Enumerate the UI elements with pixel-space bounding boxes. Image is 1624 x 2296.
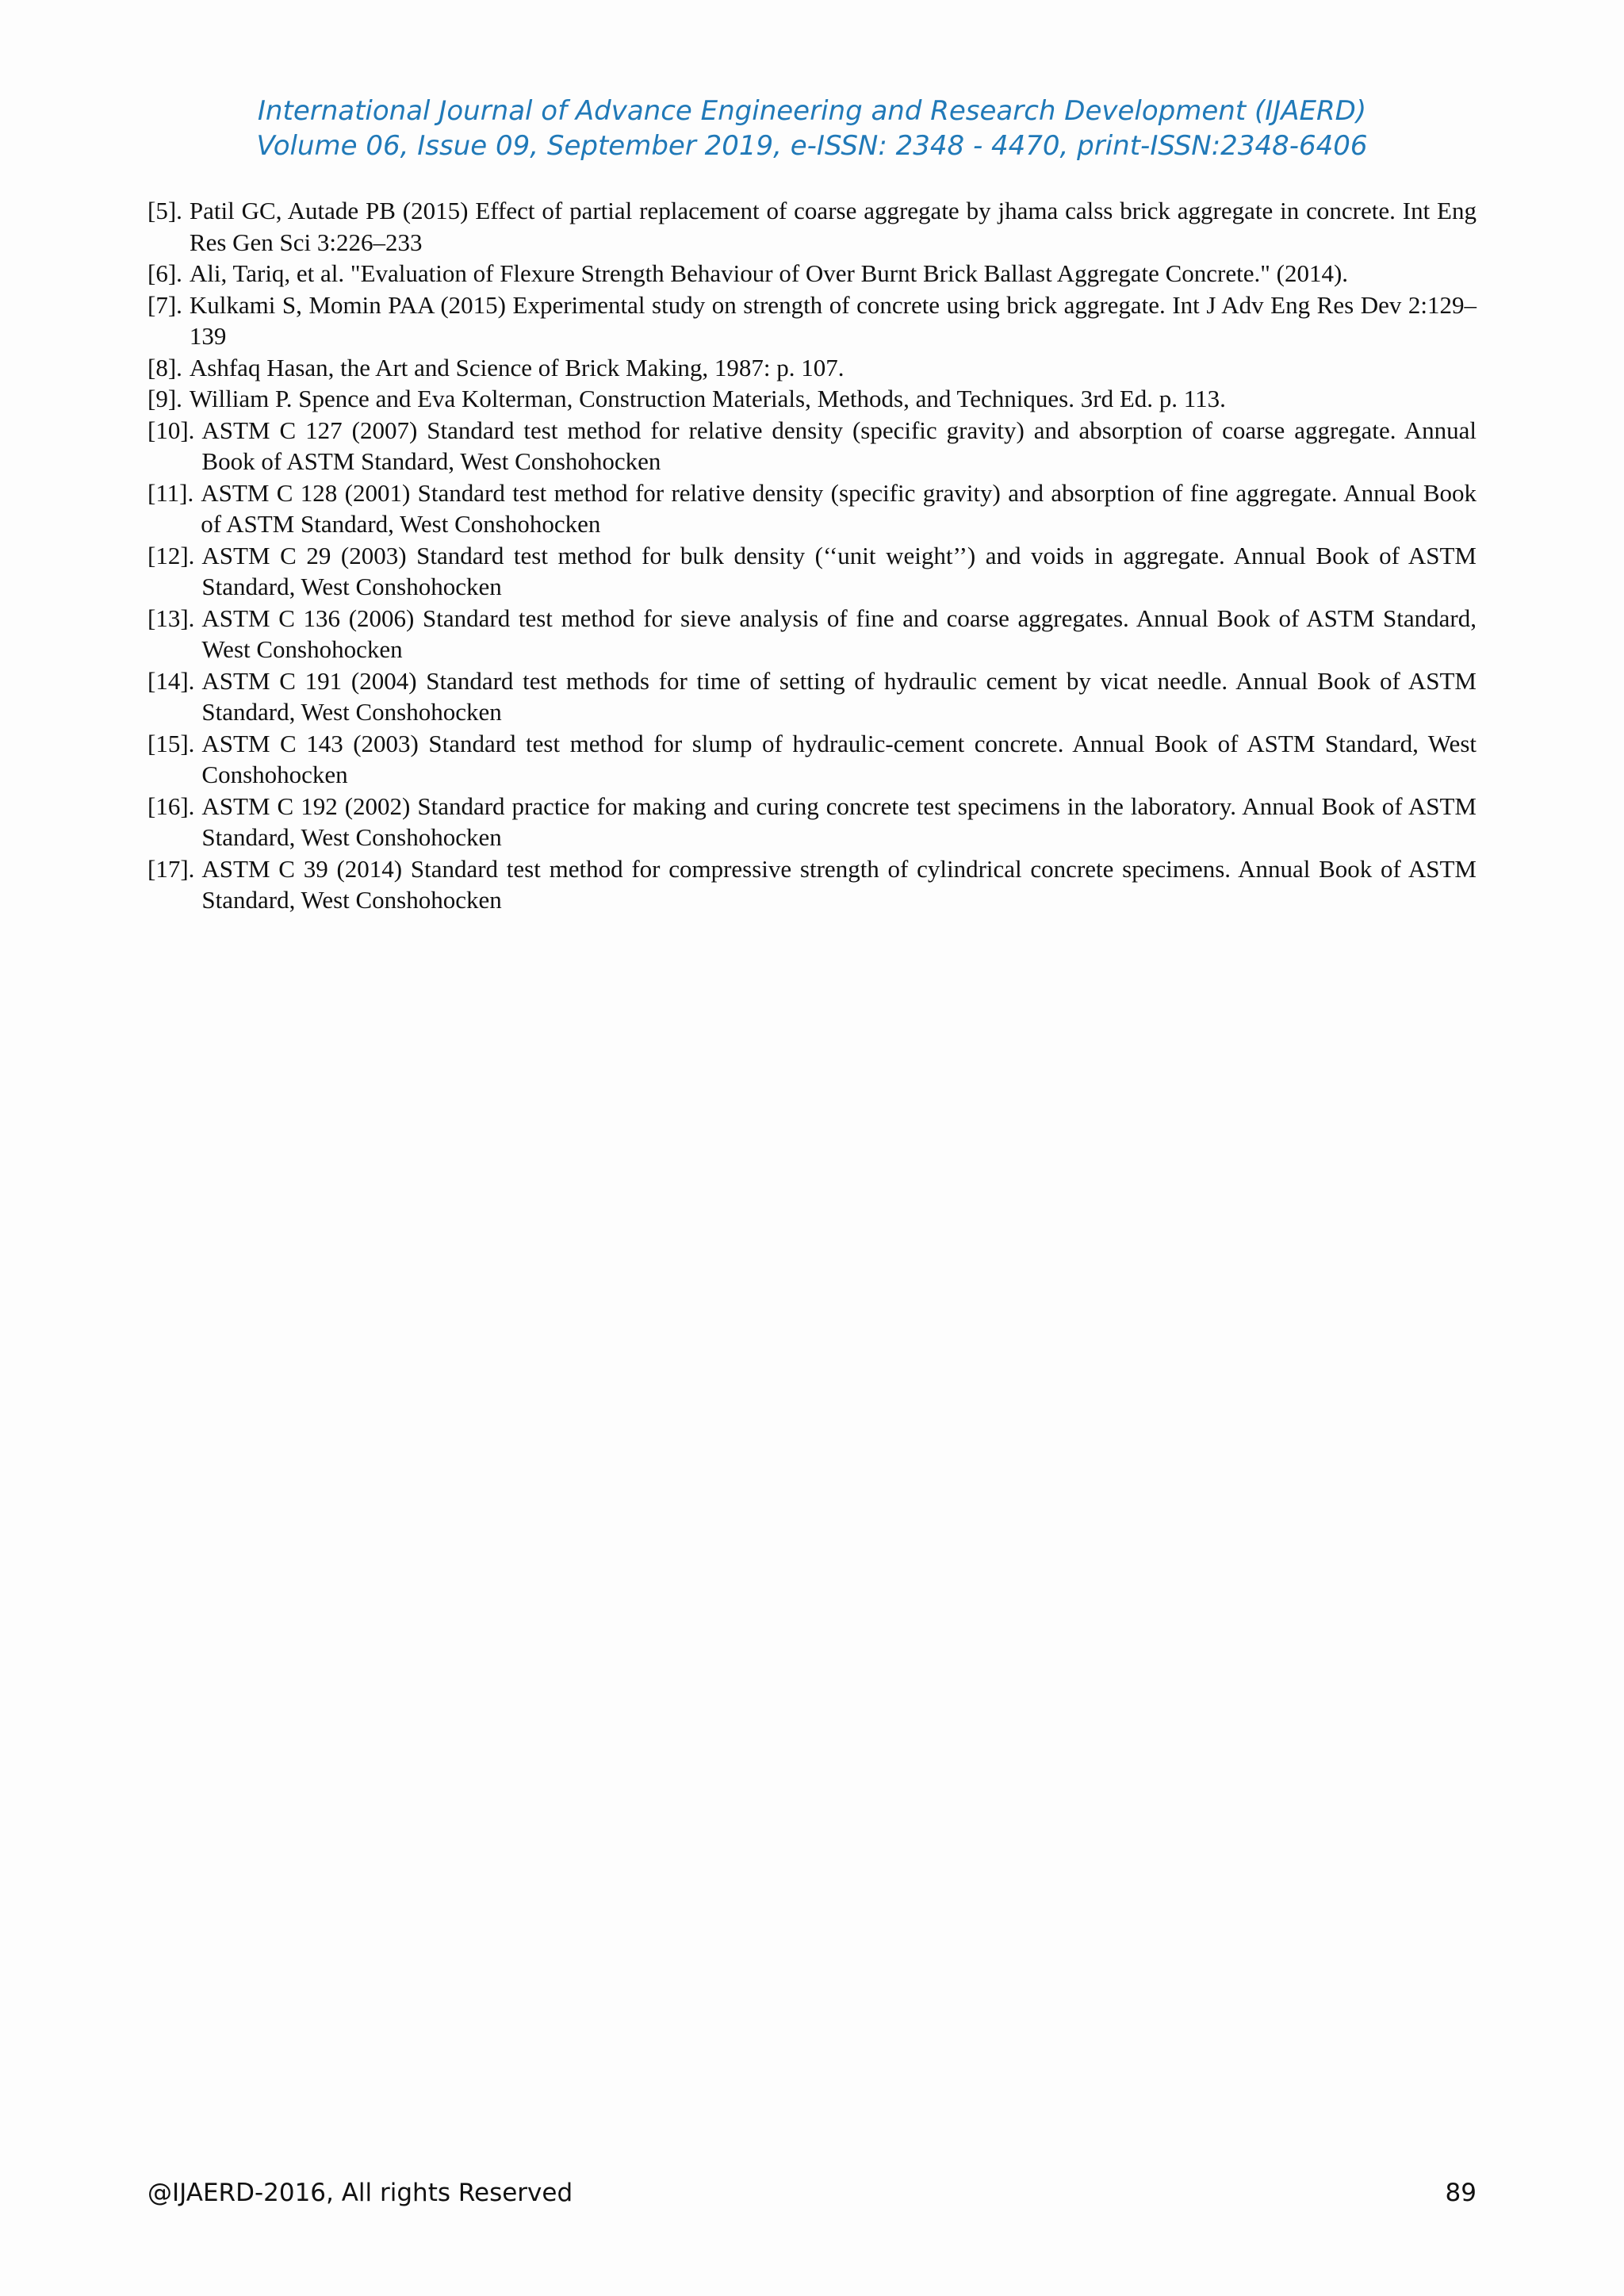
page-footer	[147, 2177, 1477, 2209]
journal-title-line: International Journal of Advance Engineering and Research Development (IJAERD)	[257, 95, 1367, 127]
reference-number: [15].	[147, 729, 195, 757]
reference-number: [9].	[147, 385, 182, 412]
reference-number: [16].	[147, 792, 195, 820]
reference-list	[147, 195, 1477, 916]
reference-item	[147, 289, 1477, 352]
reference-text: ASTM C 136 (2006) Standard test method for sieve analysis of fine and coarse aggregates. Annual Book of ASTM Standard, West Conshohocken	[201, 604, 1477, 663]
reference-number: [5].	[147, 197, 182, 224]
reference-text: ASTM C 191 (2004) Standard test methods for time of setting of hydraulic cement by vicat needle. Annual Book of ASTM Standard, West Conshohocken	[201, 666, 1477, 726]
reference-number: [8].	[147, 353, 182, 381]
journal-header	[0, 94, 1624, 163]
reference-item	[147, 352, 1477, 384]
journal-issue-line: Volume 06, Issue 09, September 2019, e-ISSN: 2348 - 4470, print-ISSN:2348-6406	[256, 130, 1368, 162]
reference-number: [10].	[147, 416, 195, 444]
reference-text: William P. Spence and Eva Kolterman, Construction Materials, Methods, and Techniques. 3rd Ed. p. 113.	[189, 385, 1226, 412]
reference-text: Ashfaq Hasan, the Art and Science of Brick Making, 1987: p. 107.	[189, 353, 845, 381]
reference-text: Ali, Tariq, et al. "Evaluation of Flexure Strength Behaviour of Over Burnt Brick Ballast Aggregate Concrete." (2014).	[189, 259, 1349, 287]
reference-item	[147, 853, 1477, 916]
reference-item	[147, 383, 1477, 415]
reference-text: ASTM C 143 (2003) Standard test method for slump of hydraulic-cement concrete. Annual Book of ASTM Standard, West Conshohocken	[201, 729, 1477, 788]
reference-item	[147, 477, 1477, 540]
reference-item	[147, 195, 1477, 258]
reference-item	[147, 728, 1477, 791]
reference-number: [14].	[147, 666, 195, 695]
reference-text: Patil GC, Autade PB (2015) Effect of partial replacement of coarse aggregate by jhama calss brick aggregate in concrete. Int Eng Res Gen Sci 3:226–233	[189, 197, 1477, 256]
reference-number: [17].	[147, 854, 195, 883]
reference-text: Kulkami S, Momin PAA (2015) Experimental study on strength of concrete using brick aggregate. Int J Adv Eng Res Dev 2:129–139	[189, 290, 1477, 350]
page-number: 89	[1445, 2179, 1477, 2207]
reference-number: [13].	[147, 604, 195, 632]
reference-item	[147, 258, 1477, 289]
reference-text: ASTM C 127 (2007) Standard test method for relative density (specific gravity) and absorption of coarse aggregate. Annual Book of ASTM Standard, West Conshohocken	[201, 416, 1477, 475]
reference-item	[147, 665, 1477, 728]
reference-item	[147, 415, 1477, 477]
reference-item	[147, 791, 1477, 853]
reference-number: [11].	[147, 478, 194, 507]
reference-number: [12].	[147, 541, 195, 569]
reference-item	[147, 540, 1477, 603]
copyright-notice: @IJAERD-2016, All rights Reserved	[147, 2179, 573, 2207]
reference-number: [7].	[147, 290, 182, 319]
reference-text: ASTM C 128 (2001) Standard test method for relative density (specific gravity) and absorption of fine aggregate. Annual Book of ASTM Standard, West Conshohocken	[201, 478, 1477, 538]
reference-item	[147, 603, 1477, 665]
reference-number: [6].	[147, 259, 182, 287]
reference-text: ASTM C 192 (2002) Standard practice for making and curing concrete test specimens in the laboratory. Annual Book of ASTM Standard, West Conshohocken	[201, 792, 1477, 851]
reference-text: ASTM C 39 (2014) Standard test method for compressive strength of cylindrical concrete specimens. Annual Book of ASTM Standard, West Conshohocken	[201, 854, 1477, 914]
reference-text: ASTM C 29 (2003) Standard test method for bulk density (‘‘unit weight’’) and voids in aggregate. Annual Book of ASTM Standard, West Conshohocken	[201, 541, 1477, 600]
